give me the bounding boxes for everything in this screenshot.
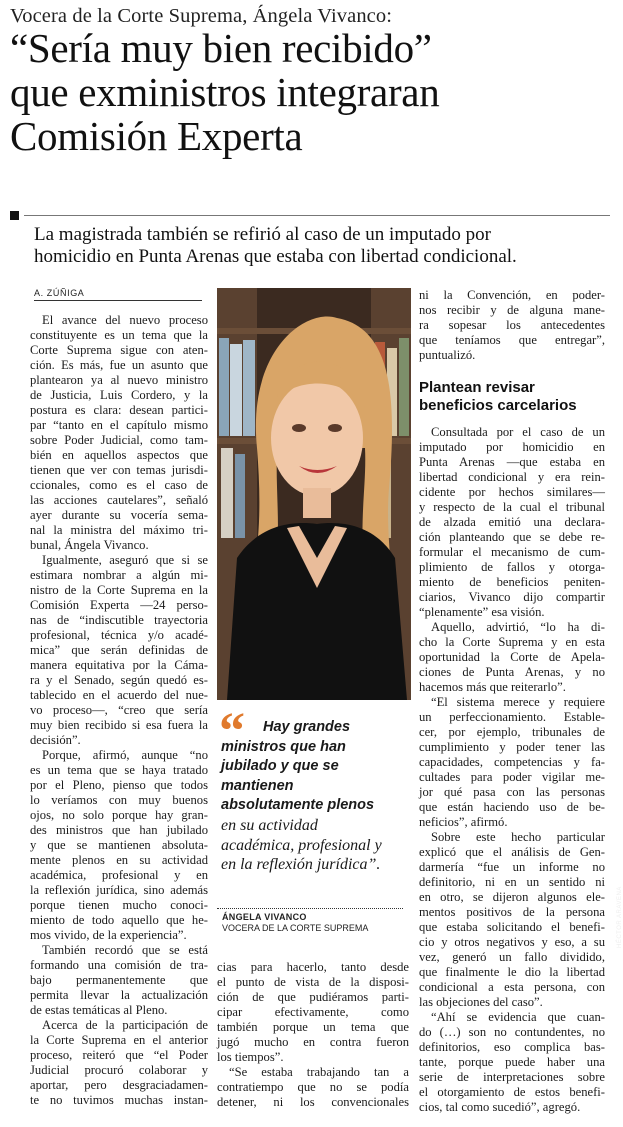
body-line: puntualizó.: [419, 348, 476, 362]
body-line: las acciones cautelares”, señaló: [30, 493, 208, 507]
body-line: formular el mecanismo de cum-: [419, 545, 605, 559]
body-line: en otro, se dijeron algunos ele-: [419, 890, 605, 904]
body-line: porque tienen mucho conoci-: [30, 898, 208, 912]
body-line: el otorgamiento de estos benefi-: [419, 1085, 605, 1099]
body-line: académica, profesional y en: [30, 868, 208, 882]
body-line: cer, por ejemplo, tribunales de: [419, 725, 605, 739]
body-line: miento de beneficios peniten-: [419, 575, 605, 589]
body-line: Punta Arenas —que estaba en: [419, 455, 605, 469]
kicker: Vocera de la Corte Suprema, Ángela Vivanco:: [10, 5, 393, 27]
body-line: Sobre este hecho particular: [431, 830, 605, 844]
body-line: ción de que pudiéramos parti-: [217, 990, 409, 1004]
body-line: formando una comisión de tra-: [30, 958, 208, 972]
quote-line: absolutamente plenos: [221, 797, 375, 814]
body-line: “Ahí se evidencia que cuan-: [431, 1010, 605, 1024]
body-line: proceso, reiteró que “el Poder: [30, 1048, 208, 1062]
body-line: par “tanto en el capítulo mismo: [30, 418, 208, 432]
body-line: cio y otros negativos y eso, a su: [419, 935, 605, 949]
body-line: hacemos más que reiterarlo”.: [419, 680, 566, 694]
body-line: nos recibir y de alguna mane-: [419, 303, 605, 317]
body-line: ción planteando que se debe re-: [419, 530, 605, 544]
body-line: El avance del nuevo proceso: [42, 313, 208, 327]
body-line: por el Pleno, pienso que todos: [30, 778, 208, 792]
body-line: miento de todo aquello que he-: [30, 913, 208, 927]
body-line: Corte Suprema sigue con aten-: [30, 343, 208, 357]
body-line: des ministros que han jubilado: [30, 823, 208, 837]
quote-line: mantienen: [221, 777, 294, 794]
body-line: ra y el Senado, según quedó es-: [30, 673, 208, 687]
body-line: cias para hacerlo, tanto desde: [217, 960, 409, 974]
body-line: que finalmente le dio la libertad: [419, 965, 605, 979]
body-line: lo veríamos con muy buenos: [30, 793, 208, 807]
body-line: tienen que ver con temas jurisdi-: [30, 463, 208, 477]
body-column-3: [419, 288, 605, 1115]
photo-credit: HÉCTOR ARAVENA: [617, 886, 623, 948]
quote-line: académica, profesional y: [221, 836, 382, 854]
body-line: contratiempo que no se podía: [217, 1080, 409, 1094]
body-line: profesional, técnica y/o acadé-: [30, 628, 208, 642]
section-marker-icon: [10, 211, 19, 220]
body-line: capacidades, competencias y fa-: [419, 755, 605, 769]
quote-mark-icon: “: [219, 703, 245, 760]
body-line: tablecido en el acuerdo del nue-: [30, 688, 208, 702]
body-line: estimara nombrar a algún mi-: [30, 568, 208, 582]
divider: [24, 215, 610, 216]
body-line: cumplimiento y poder tener las: [419, 740, 605, 754]
body-line: neficios”, afirmó.: [419, 815, 508, 829]
body-line: “Se estaba trabajando tan a: [229, 1065, 409, 1079]
quote-divider: [217, 908, 403, 909]
body-line: tante, porque puede haber una: [419, 1055, 605, 1069]
portrait-illustration: [217, 288, 411, 700]
body-line: “plenamente” esa visión.: [419, 605, 545, 619]
body-line: que estaba solicitando el benefi-: [419, 920, 605, 934]
body-line: bajo permanentemente que: [30, 973, 208, 987]
body-line: postura es clara: desean partici-: [30, 403, 208, 417]
body-line: mente plenos en su actividad: [30, 853, 208, 867]
quote-line: ministros que han: [221, 738, 346, 755]
body-line: Judicial procuró colaborar y: [30, 1063, 208, 1077]
body-line: bién en aquellos aspectos que: [30, 448, 208, 462]
body-line: mica” que serán definidas de: [30, 643, 208, 657]
body-line: cios, tal como sucedió”, agregó.: [419, 1100, 581, 1114]
body-line: darmería “fue un informe no: [419, 860, 605, 874]
body-line: permita llevar la actualización: [30, 988, 208, 1002]
deck-line: La magistrada también se refirió al caso de un imputado por: [34, 224, 491, 245]
body-line: vez, generó un fallo dividido,: [419, 950, 605, 964]
body-line: y respecto de la cual el tribunal: [419, 500, 605, 514]
body-line: plantearon ya al nuevo ministro: [30, 373, 208, 387]
body-line: ciarios, Vivanco dijo compartir: [419, 590, 605, 604]
deck-line: homicidio en Punta Arenas que estaba con libertad condicional.: [34, 246, 517, 267]
body-line: sobre Poder Judicial, como tam-: [30, 433, 208, 447]
body-line: ojos, no solo porque hay gran-: [30, 808, 208, 822]
quote-line: en la reflexión jurídica”.: [221, 856, 381, 874]
body-line: nistro de la Corte Suprema en la: [30, 583, 208, 597]
quote-name: ÁNGELA VIVANCO: [222, 912, 307, 922]
body-line: do (…) son no contundentes, no: [419, 1025, 605, 1039]
body-line: constituyente es un tema que la: [30, 328, 208, 342]
body-line: mentos positivos de la persona: [419, 905, 605, 919]
body-line: la Corte Suprema en el anterior: [30, 1033, 208, 1047]
body-line: Comisión Experta —24 perso-: [30, 598, 208, 612]
body-line: es un tema que se haya tratado: [30, 763, 208, 777]
body-line: explicó que el análisis de Gen-: [419, 845, 605, 859]
deck: [34, 224, 604, 268]
body-line: que teníamos que entregar”,: [419, 333, 605, 347]
body-line: bunal, Ángela Vivanco.: [30, 538, 149, 552]
body-line: Acerca de la participación de: [42, 1018, 208, 1032]
quote-text: [217, 718, 409, 875]
body-line: las objeciones del caso”.: [419, 995, 543, 1009]
body-line: mos vivido, de la experiencia”.: [30, 928, 187, 942]
body-line: detener, ni los convencionales: [217, 1095, 409, 1109]
body-column-1: [30, 313, 208, 1108]
body-line: Consultada por el caso de un: [431, 425, 605, 439]
body-line: de alzada emitió una declara-: [419, 515, 605, 529]
body-line: jor qué pasa con las personas: [419, 785, 605, 799]
body-line: plimiento de fallos y otorga-: [419, 560, 605, 574]
body-line: aportar, pero desgraciadamen-: [30, 1078, 208, 1092]
body-line: cipar efectivamente, como: [217, 1005, 409, 1019]
body-line: Aquello, advirtió, “lo ha di-: [431, 620, 605, 634]
body-line: Igualmente, aseguró que si se: [42, 553, 208, 567]
subheading-line: Plantean revisar: [419, 379, 535, 396]
body-line: definitorio, ni en un sentido ni: [419, 875, 605, 889]
body-line: vo proceso—, “creo que sería: [30, 703, 208, 717]
body-line: muy bien recibido si esa fuera la: [30, 718, 208, 732]
body-line: decisión”.: [30, 733, 81, 747]
subheading: [419, 379, 605, 415]
body-line: Porque, afirmó, aunque “no: [42, 748, 208, 762]
body-line: condicional a esta persona, con: [419, 980, 605, 994]
body-line: que están haciendo uso de be-: [419, 800, 605, 814]
headline: [10, 26, 610, 158]
byline: A. ZÚÑIGA: [34, 288, 202, 301]
body-line: nal la ministra del máximo tri-: [30, 523, 208, 537]
body-line: oportunidad la Corte de Apela-: [419, 650, 605, 664]
quote-line: Hay grandes: [263, 719, 351, 735]
body-line: cultades para poder vigilar me-: [419, 770, 605, 784]
body-line: definitorios, eso complica bas-: [419, 1040, 605, 1054]
body-column-2: [217, 960, 409, 1110]
body-line: jugó mucho en contra fueron: [217, 1035, 409, 1049]
body-line: También recordó que se está: [42, 943, 208, 957]
body-line: de Justicia, Luis Cordero, y la: [30, 388, 208, 402]
body-line: te no tuvimos muchas instan-: [30, 1093, 208, 1107]
body-line: ccionales, como es el caso de: [30, 478, 208, 492]
subheading-line: beneficios carcelarios: [419, 397, 577, 414]
body-line: también porque un tema que: [217, 1020, 409, 1034]
quote-attribution: [222, 912, 408, 934]
body-line: ayer durante su vocería sema-: [30, 508, 208, 522]
quote-role: VOCERA DE LA CORTE SUPREMA: [222, 923, 369, 933]
body-line: ra sopesar los antecedentes: [419, 318, 605, 332]
body-line: la reflexión jurídica, sino además: [30, 883, 208, 897]
body-line: imputado por homicidio en: [419, 440, 605, 454]
headline-line: Comisión Experta: [10, 113, 303, 159]
body-line: de estas temáticas al Pleno.: [30, 1003, 168, 1017]
body-line: ciones de Punta Arenas, y no: [419, 665, 605, 679]
body-line: manera equitativa por la Cáma-: [30, 658, 208, 672]
body-line: “El sistema merece y requiere: [431, 695, 605, 709]
body-line: ción. Es más, fue un asunto que: [30, 358, 208, 372]
body-line: y que se mantienen absoluta-: [30, 838, 208, 852]
body-line: serie de interpretaciones sobre: [419, 1070, 605, 1084]
quote-line: jubilado y que se: [221, 758, 339, 775]
headline-line: que exministros integraran: [10, 69, 440, 115]
body-line: el punto de vista de la disposi-: [217, 975, 409, 989]
body-line: ni la Convención, en poder-: [419, 288, 605, 302]
body-line: un perfeccionamiento. Estable-: [419, 710, 605, 724]
body-line: cho la Corte Suprema y en esta: [419, 635, 605, 649]
body-line: nas de “indiscutible trayectoria: [30, 613, 208, 627]
body-line: libertad condicional y era rein-: [419, 470, 605, 484]
quote-line: en su actividad: [221, 816, 318, 834]
headline-line: “Sería muy bien recibido”: [10, 25, 432, 71]
body-line: cidente por hechos similares—: [419, 485, 605, 499]
body-line: los tiempos”.: [217, 1050, 284, 1064]
